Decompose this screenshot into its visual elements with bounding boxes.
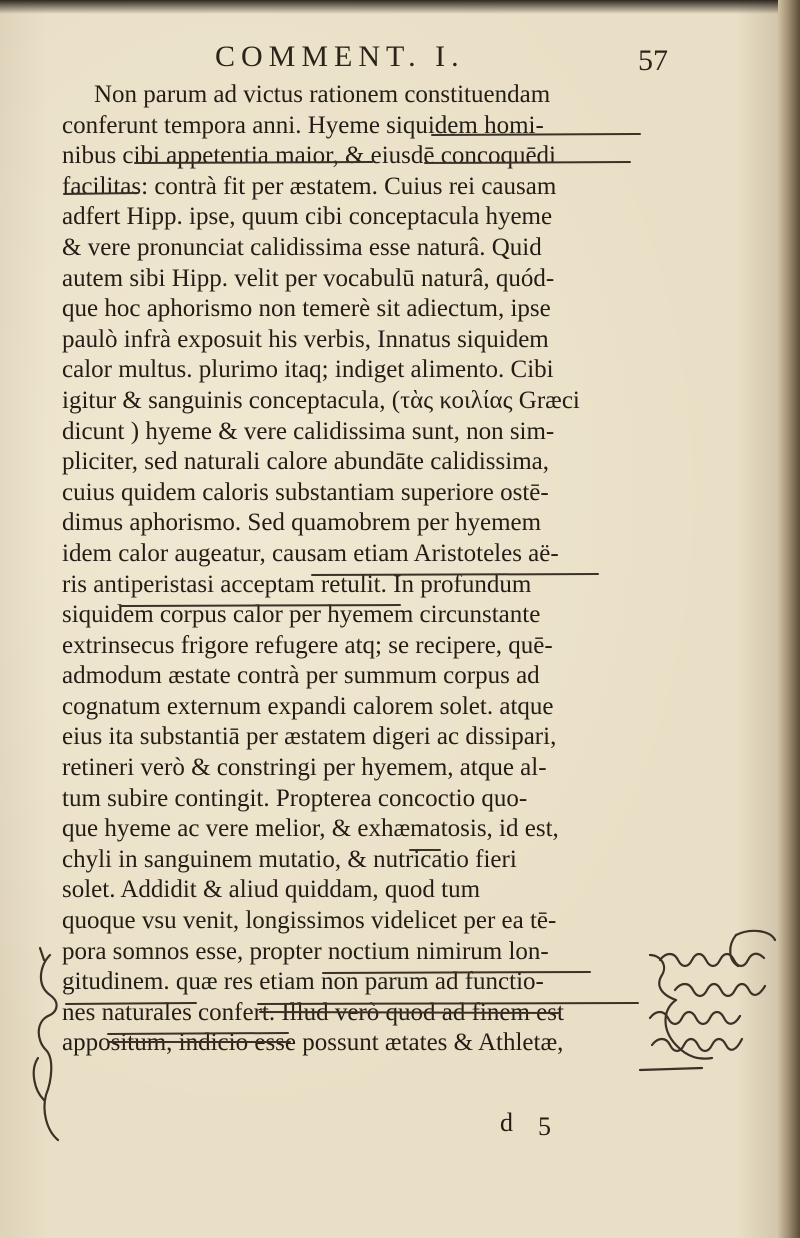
text-line: chyli in sanguinem mutatio, & nutricatio fieri [62,845,517,873]
text-line: extrinsecus frigore refugere atq; se recipere, quē- [62,631,553,659]
text-line: retineri verò & constringi per hyemem, atque al- [62,754,547,782]
text-line: cuius quidem caloris substantiam superiore ostē- [62,478,549,506]
text-line: conferunt tempora anni. Hyeme siquidem homi- [62,111,544,139]
text-line: dimus aphorismo. Sed quamobrem per hyemem [62,509,542,537]
text-line: admodum æstate contrà per summum corpus ad [62,662,540,690]
text-line: siquidem corpus calor per hyemem circunstante [62,601,541,629]
text-line: que hyeme ac vere melior, & exhæmatosis, id est, [62,815,559,843]
text-line: igitur & sanguinis conceptacula, (τὰς κοιλίας Græci [62,386,580,414]
text-line: adfert Hipp. ipse, quum cibi conceptacula hyeme [62,203,553,231]
text-line: & vere pronunciat calidissima esse naturâ. Quid [62,233,542,261]
text-line: dicunt ) hyeme & vere calidissima sunt, non sim- [62,417,555,445]
text-line: tum subire contingit. Propterea concoctio quo- [62,784,528,812]
running-head: COMMENT. I. [215,40,465,73]
text-line: pliciter, sed naturali calore abundāte calidissima, [62,448,549,476]
text-line: cognatum externum expandi calorem solet. atque [62,692,554,720]
text-line: solet. Addidit & aliud quiddam, quod tum [62,876,481,904]
text-line: nes naturales confert. Illud verò quod ad finem est [62,998,564,1026]
text-line: idem calor augeatur, causam etiam Aristoteles aë- [62,539,559,567]
text-line: ris antiperistasi acceptam retulit. In profundum [62,570,532,598]
signature-letter: d [500,1108,513,1137]
text-line: pora somnos esse, propter noctium nimirum lon- [62,937,549,965]
text-line: calor multus. plurimo itaq; indiget alimento. Cibi [62,356,554,384]
text-line: autem sibi Hipp. velit per vocabulū naturâ, quód- [62,264,555,292]
text-line: Non parum ad victus rationem constituendam [94,81,551,108]
page-number: 57 [638,44,668,77]
text-line: paulò infrà exposuit his verbis, Innatus siquidem [62,325,549,353]
text-line: nibus cibi appetentia maior, & eiusdē concoquēdi [62,142,556,170]
text-line: appositum, indicio esse possunt ætates & Athletæ, [62,1029,564,1057]
text-line: que hoc aphorismo non temerè sit adiectum, ipse [62,295,551,323]
text-line: quoque vsu venit, longissimos videlicet per ea tē- [62,907,557,935]
text-line: facilitas: contrà fit per æstatem. Cuius rei causam [62,172,557,200]
text-line: eius ita substantiā per æstatem digeri ac dissipari, [62,723,557,751]
text-line: gitudinem. quæ res etiam non parum ad functio- [62,968,544,996]
signature-number: 5 [538,1112,551,1141]
